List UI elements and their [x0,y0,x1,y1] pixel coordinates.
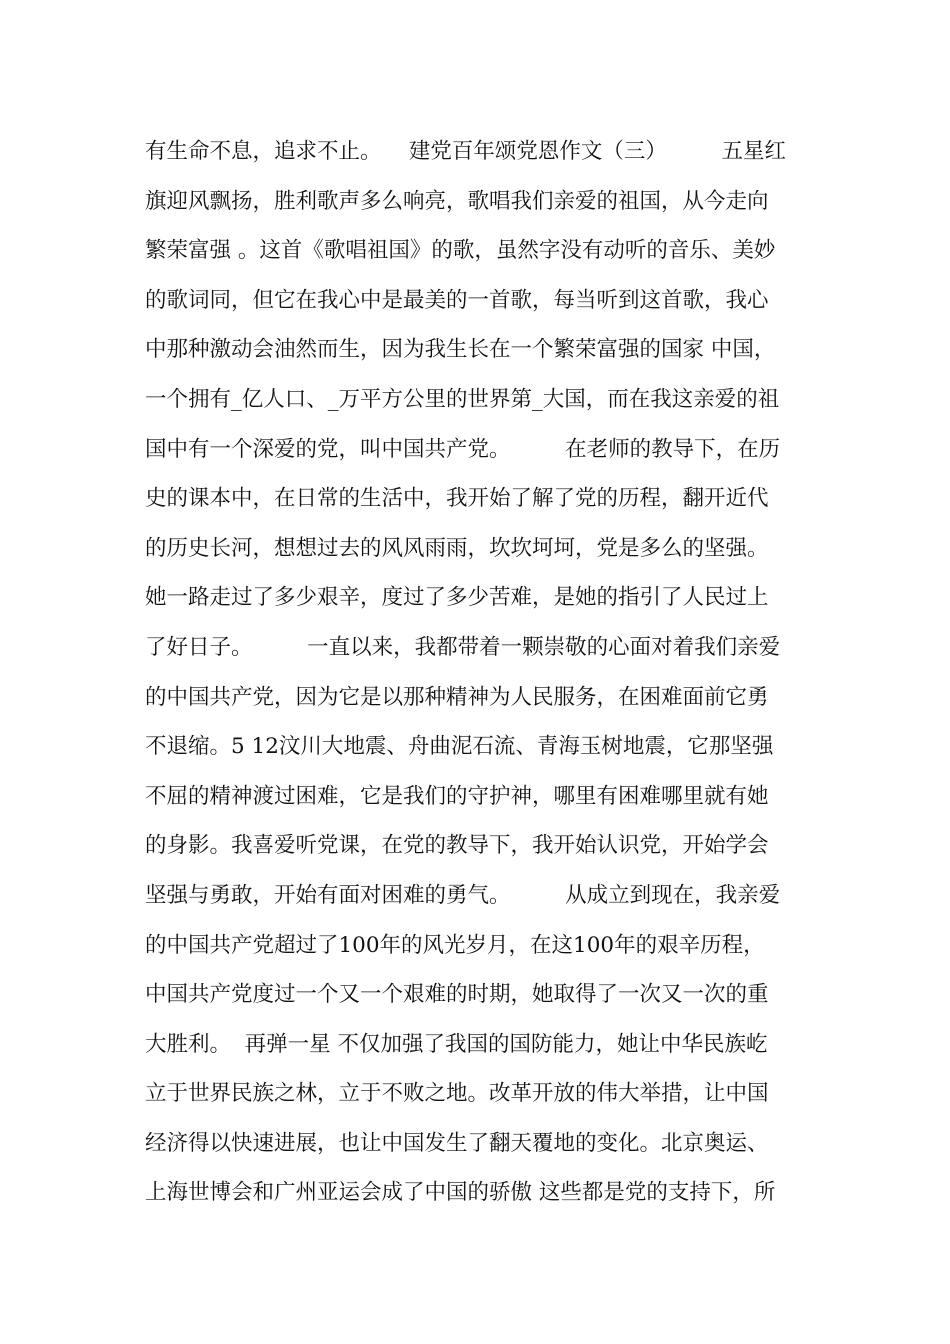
text-line-13: 不退缩。5 12汶川大地震、舟曲泥石流、青海玉树地震，它那坚强 [145,734,774,760]
text-line-10: 她一路走过了多少艰辛，度过了多少苦难，是她的指引了人民过上 [145,585,769,611]
text-line-7: 国中有一个深爱的党，叫中国共产党。 在老师的教导下，在历 [145,436,781,462]
text-line-12: 的中国共产党，因为它是以那种精神为人民服务，在困难面前它勇 [145,684,769,710]
essay-body [145,127,810,1218]
text-line-17: 的中国共产党超过了100年的风光岁月，在这100年的艰辛历程， [145,932,765,958]
text-line-5: 中那种激动会油然而生，因为我生长在一个繁荣富强的国家 中国， [145,337,776,363]
text-line-6: 一个拥有_亿人口、_万平方公里的世界第_大国，而在我这亲爱的祖 [145,386,780,412]
text-line-14: 不屈的精神渡过困难，它是我们的守护神，哪里有困难哪里就有她 [145,783,769,809]
text-line-15: 的身影。我喜爱听党课，在党的教导下，我开始认识党，开始学会 [145,833,769,859]
text-line-3: 繁荣富强 。这首《歌唱祖国》的歌，虽然字没有动听的音乐、美妙 [145,238,776,264]
text-line-20: 立于世界民族之林，立于不败之地。改革开放的伟大举措，让中国 [145,1081,769,1107]
text-line-1: 有生命不息，追求不止。 建党百年颂党恩作文（三） 五星红 [145,139,787,164]
text-line-21: 经济得以快速进展，也让中国发生了翻天覆地的变化。北京奥运、 [145,1130,769,1156]
text-line-8: 史的课本中，在日常的生活中，我开始了解了党的历程，翻开近代 [145,486,769,512]
text-line-9: 的历史长河，想想过去的风风雨雨，坎坎坷坷，党是多么的坚强。 [145,535,769,561]
text-line-22: 上海世博会和广州亚运会成了中国的骄傲 这些都是党的支持下，所 [145,1180,776,1206]
text-line-2: 旗迎风飘扬，胜利歌声多么响亮，歌唱我们亲爱的祖国，从今走向 [145,188,769,214]
text-line-11: 了好日子。 一直以来，我都带着一颗崇敬的心面对着我们亲爱 [145,634,781,660]
text-line-16: 坚强与勇敢，开始有面对困难的勇气。 从成立到现在，我亲爱 [145,882,781,908]
text-line-19: 大胜利。 再弹一星 不仅加强了我国的国防能力，她让中华民族屹 [145,1031,768,1057]
text-line-18: 中国共产党度过一个又一个艰难的时期，她取得了一次又一次的重 [145,982,769,1008]
text-line-4: 的歌词同，但它在我心中是最美的一首歌，每当听到这首歌，我心 [145,287,769,313]
